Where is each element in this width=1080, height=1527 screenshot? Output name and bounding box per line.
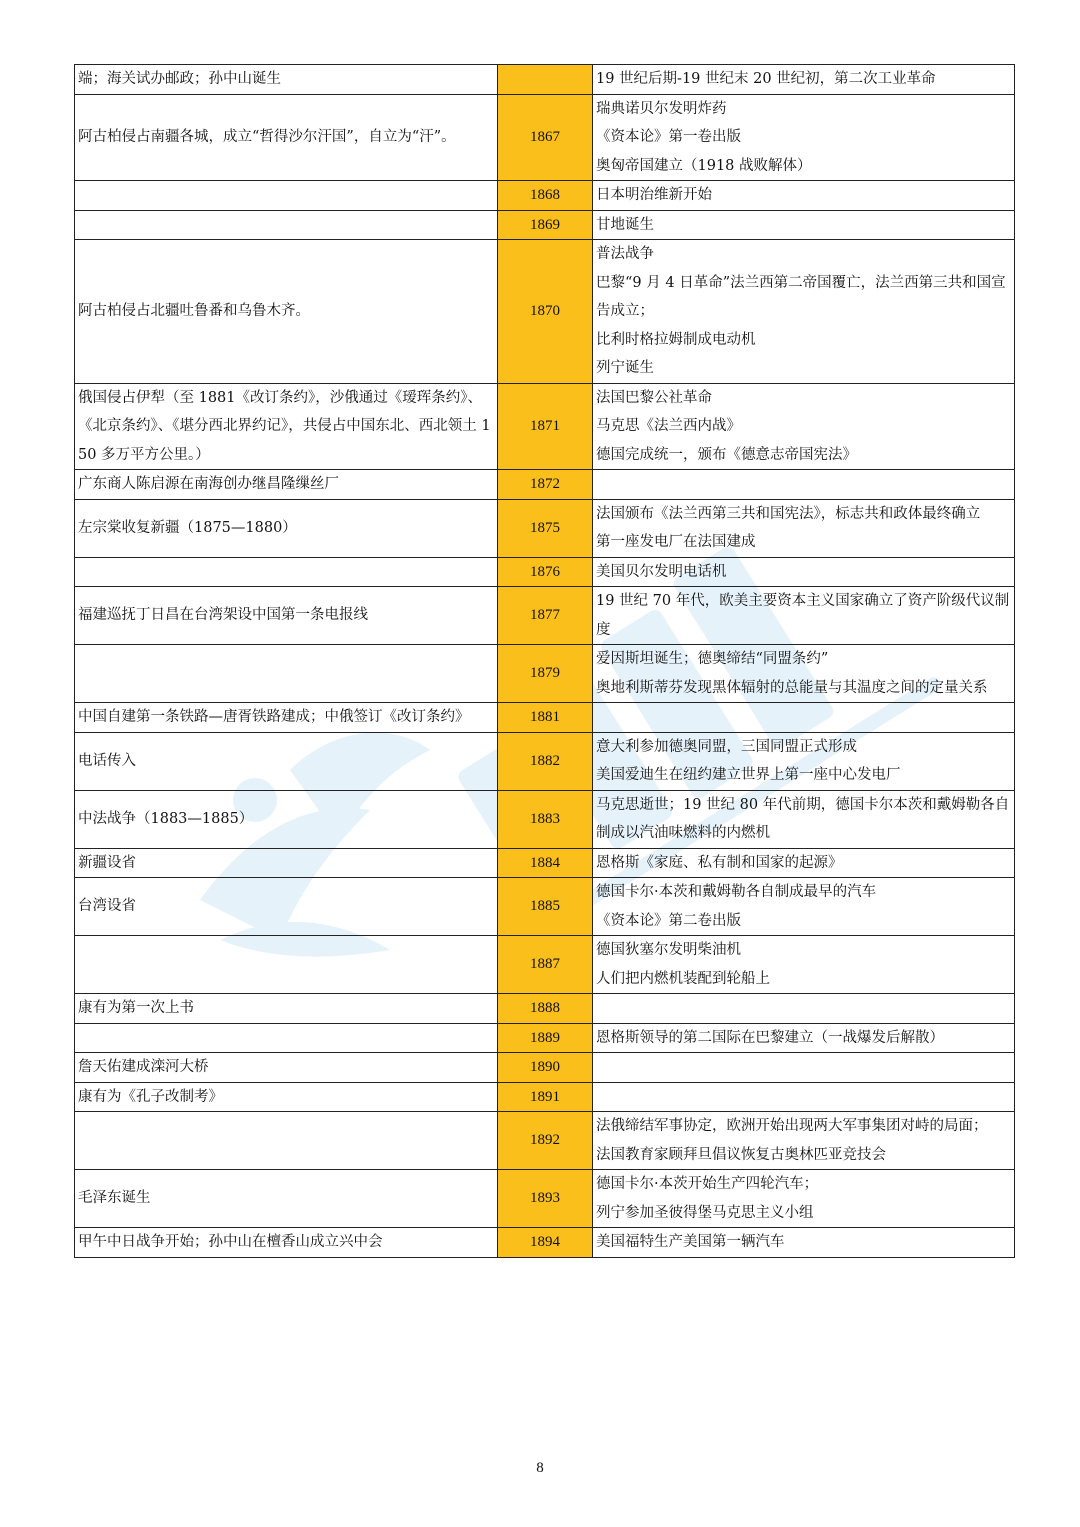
china-event-cell [75, 557, 498, 587]
year-cell: 1870 [498, 240, 593, 384]
china-event-line: 詹天佑建成滦河大桥 [78, 1059, 209, 1075]
world-event-line: 恩格斯《家庭、私有制和国家的起源》 [596, 854, 843, 871]
world-event-line: 比利时格拉姆制成电动机 [596, 331, 756, 348]
table-row [75, 557, 1015, 587]
table-row [75, 470, 1015, 500]
world-event-line: 美国福特生产美国第一辆汽车 [596, 1234, 785, 1250]
world-event-line: 法俄缔结军事协定，欧洲开始出现两大军事集团对峙的局面； [596, 1118, 988, 1134]
year-cell: 1868 [498, 181, 593, 211]
year-cell: 1894 [498, 1228, 593, 1258]
china-event-line: 康有为第一次上书 [78, 1000, 194, 1016]
table-row [75, 499, 1015, 557]
world-event-line: 列宁诞生 [596, 360, 654, 376]
history-timeline-table [74, 64, 1015, 1258]
timeline-body [75, 65, 1015, 1258]
china-event-cell [75, 1023, 498, 1053]
world-event-cell [593, 181, 1015, 211]
table-row [75, 878, 1015, 936]
table-row [75, 240, 1015, 384]
china-event-line: 电话传入 [78, 752, 136, 769]
year-cell: 1883 [498, 790, 593, 848]
world-event-cell [593, 210, 1015, 240]
world-event-cell [593, 848, 1015, 878]
table-row [75, 790, 1015, 848]
year-cell: 1889 [498, 1023, 593, 1053]
world-event-cell [593, 1053, 1015, 1083]
table-row [75, 65, 1015, 95]
world-event-line: 奥匈帝国建立（1918 战败解体） [596, 157, 812, 174]
china-event-line: 毛泽东诞生 [78, 1190, 151, 1207]
table-row [75, 1023, 1015, 1053]
china-event-line: 福建巡抚丁日昌在台湾架设中国第一条电报线 [78, 607, 368, 624]
china-event-line: 康有为《孔子改制考》 [78, 1088, 223, 1105]
world-event-cell [593, 878, 1015, 936]
china-event-cell [75, 210, 498, 240]
china-event-line: 台湾设省 [78, 898, 136, 915]
world-event-line: 法国教育家顾拜旦倡议恢复古奥林匹亚竞技会 [596, 1146, 886, 1163]
china-event-cell [75, 240, 498, 384]
table-row [75, 210, 1015, 240]
world-event-cell [593, 994, 1015, 1024]
china-event-cell [75, 470, 498, 500]
china-event-line: 新疆设省 [78, 854, 136, 871]
table-row [75, 383, 1015, 470]
world-event-cell [593, 240, 1015, 384]
year-cell: 1881 [498, 703, 593, 733]
world-event-cell [593, 383, 1015, 470]
china-event-cell [75, 994, 498, 1024]
world-event-line: 恩格斯领导的第二国际在巴黎建立（一战爆发后解散） [596, 1029, 944, 1046]
world-event-cell [593, 1228, 1015, 1258]
china-event-cell [75, 1112, 498, 1170]
world-event-cell [593, 94, 1015, 181]
world-event-line: 《资本论》第一卷出版 [596, 129, 741, 145]
world-event-line: 甘地诞生 [596, 216, 654, 233]
china-event-line: 端；海关试办邮政；孙中山诞生 [78, 71, 281, 87]
year-cell: 1887 [498, 936, 593, 994]
china-event-cell [75, 936, 498, 994]
table-row [75, 181, 1015, 211]
world-event-line: 日本明治维新开始 [596, 187, 712, 203]
world-event-cell [593, 732, 1015, 790]
china-event-cell [75, 499, 498, 557]
world-event-line: 第一座发电厂在法国建成 [596, 534, 756, 550]
china-event-cell [75, 848, 498, 878]
world-event-line: 爱因斯坦诞生；德奥缔结“同盟条约” [596, 651, 829, 667]
world-event-line: 德国狄塞尔发明柴油机 [596, 942, 741, 958]
world-event-line: 马克思逝世；19 世纪 80 年代前期，德国卡尔本茨和戴姆勒各自制成以汽油味燃料的内燃机 [596, 796, 1010, 841]
table-row [75, 994, 1015, 1024]
china-event-cell [75, 1228, 498, 1258]
world-event-line: 美国贝尔发明电话机 [596, 563, 727, 580]
china-event-line: 阿古柏侵占北疆吐鲁番和乌鲁木齐。 [78, 303, 310, 319]
world-event-line: 美国爱迪生在纽约建立世界上第一座中心发电厂 [596, 767, 901, 783]
year-cell: 1879 [498, 645, 593, 703]
world-event-cell [593, 936, 1015, 994]
china-event-cell [75, 383, 498, 470]
year-cell: 1869 [498, 210, 593, 240]
year-cell: 1882 [498, 732, 593, 790]
year-cell: 1875 [498, 499, 593, 557]
world-event-line: 德国完成统一，颁布《德意志帝国宪法》 [596, 446, 857, 463]
china-event-line: 中国自建第一条铁路—唐胥铁路建成；中俄签订《改订条约》 [78, 709, 470, 725]
year-cell: 1885 [498, 878, 593, 936]
table-row [75, 1228, 1015, 1258]
table-row [75, 1112, 1015, 1170]
china-event-cell [75, 645, 498, 703]
year-cell: 1893 [498, 1170, 593, 1228]
year-cell: 1876 [498, 557, 593, 587]
china-event-cell [75, 703, 498, 733]
world-event-cell [593, 703, 1015, 733]
year-cell [498, 65, 593, 95]
china-event-line: 俄国侵占伊犁（至 1881《改订条约》，沙俄通过《瑷珲条约》、《北京条约》、《堪分西北界约记》，共侵占中国东北、西北领土 150 多万平方公里。） [78, 389, 491, 463]
world-event-line: 瑞典诺贝尔发明炸药 [596, 100, 727, 117]
world-event-line: 《资本论》第二卷出版 [596, 912, 741, 929]
china-event-cell [75, 181, 498, 211]
table-row [75, 1053, 1015, 1083]
china-event-line: 广东商人陈启源在南海创办继昌隆缫丝厂 [78, 476, 339, 492]
world-event-cell [593, 557, 1015, 587]
world-event-line: 列宁参加圣彼得堡马克思主义小组 [596, 1204, 814, 1221]
china-event-line: 中法战争（1883—1885） [78, 810, 254, 827]
world-event-cell [593, 1112, 1015, 1170]
world-event-cell [593, 1023, 1015, 1053]
table-row [75, 1170, 1015, 1228]
world-event-line: 法国巴黎公社革命 [596, 389, 712, 406]
year-cell: 1877 [498, 587, 593, 645]
china-event-line: 阿古柏侵占南疆各城，成立“哲得沙尔汗国”，自立为“汗”。 [78, 129, 456, 145]
table-row [75, 1082, 1015, 1112]
world-event-cell [593, 1170, 1015, 1228]
table-row [75, 732, 1015, 790]
world-event-cell [593, 470, 1015, 500]
world-event-line: 19 世纪 70 年代，欧美主要资本主义国家确立了资产阶级代议制度 [596, 593, 1010, 638]
table-row [75, 645, 1015, 703]
world-event-line: 德国卡尔·本茨开始生产四轮汽车； [596, 1176, 819, 1192]
world-event-line: 19 世纪后期-19 世纪末 20 世纪初，第二次工业革命 [596, 71, 936, 87]
world-event-line: 人们把内燃机装配到轮船上 [596, 970, 770, 987]
world-event-line: 法国颁布《法兰西第三共和国宪法》，标志共和政体最终确立 [596, 505, 981, 522]
year-cell: 1872 [498, 470, 593, 500]
world-event-line: 意大利参加德奥同盟，三国同盟正式形成 [596, 738, 857, 755]
world-event-cell [593, 587, 1015, 645]
china-event-cell [75, 1170, 498, 1228]
world-event-cell [593, 1082, 1015, 1112]
world-event-cell [593, 499, 1015, 557]
china-event-cell [75, 732, 498, 790]
china-event-cell [75, 587, 498, 645]
china-event-cell [75, 94, 498, 181]
world-event-line: 巴黎“9 月 4 日革命”法兰西第二帝国覆亡，法兰西第三共和国宣告成立； [596, 274, 1006, 319]
table-row [75, 936, 1015, 994]
page-number: 8 [536, 1460, 544, 1476]
china-event-line: 甲午中日战争开始；孙中山在檀香山成立兴中会 [78, 1234, 383, 1250]
china-event-cell [75, 790, 498, 848]
year-cell: 1892 [498, 1112, 593, 1170]
world-event-cell [593, 790, 1015, 848]
year-cell: 1867 [498, 94, 593, 181]
year-cell: 1891 [498, 1082, 593, 1112]
table-row [75, 587, 1015, 645]
china-event-line: 左宗棠收复新疆（1875—1880） [78, 519, 297, 536]
china-event-cell [75, 878, 498, 936]
table-row [75, 94, 1015, 181]
year-cell: 1884 [498, 848, 593, 878]
world-event-line: 普法战争 [596, 246, 654, 262]
table-row [75, 848, 1015, 878]
year-cell: 1871 [498, 383, 593, 470]
world-event-line: 马克思《法兰西内战》 [596, 418, 741, 434]
china-event-cell [75, 1082, 498, 1112]
year-cell: 1890 [498, 1053, 593, 1083]
world-event-cell [593, 645, 1015, 703]
china-event-cell [75, 1053, 498, 1083]
china-event-cell [75, 65, 498, 95]
year-cell: 1888 [498, 994, 593, 1024]
world-event-cell [593, 65, 1015, 95]
world-event-line: 奥地利斯蒂芬发现黑体辐射的总能量与其温度之间的定量关系 [596, 679, 988, 696]
world-event-line: 德国卡尔·本茨和戴姆勒各自制成最早的汽车 [596, 884, 877, 900]
table-row [75, 703, 1015, 733]
